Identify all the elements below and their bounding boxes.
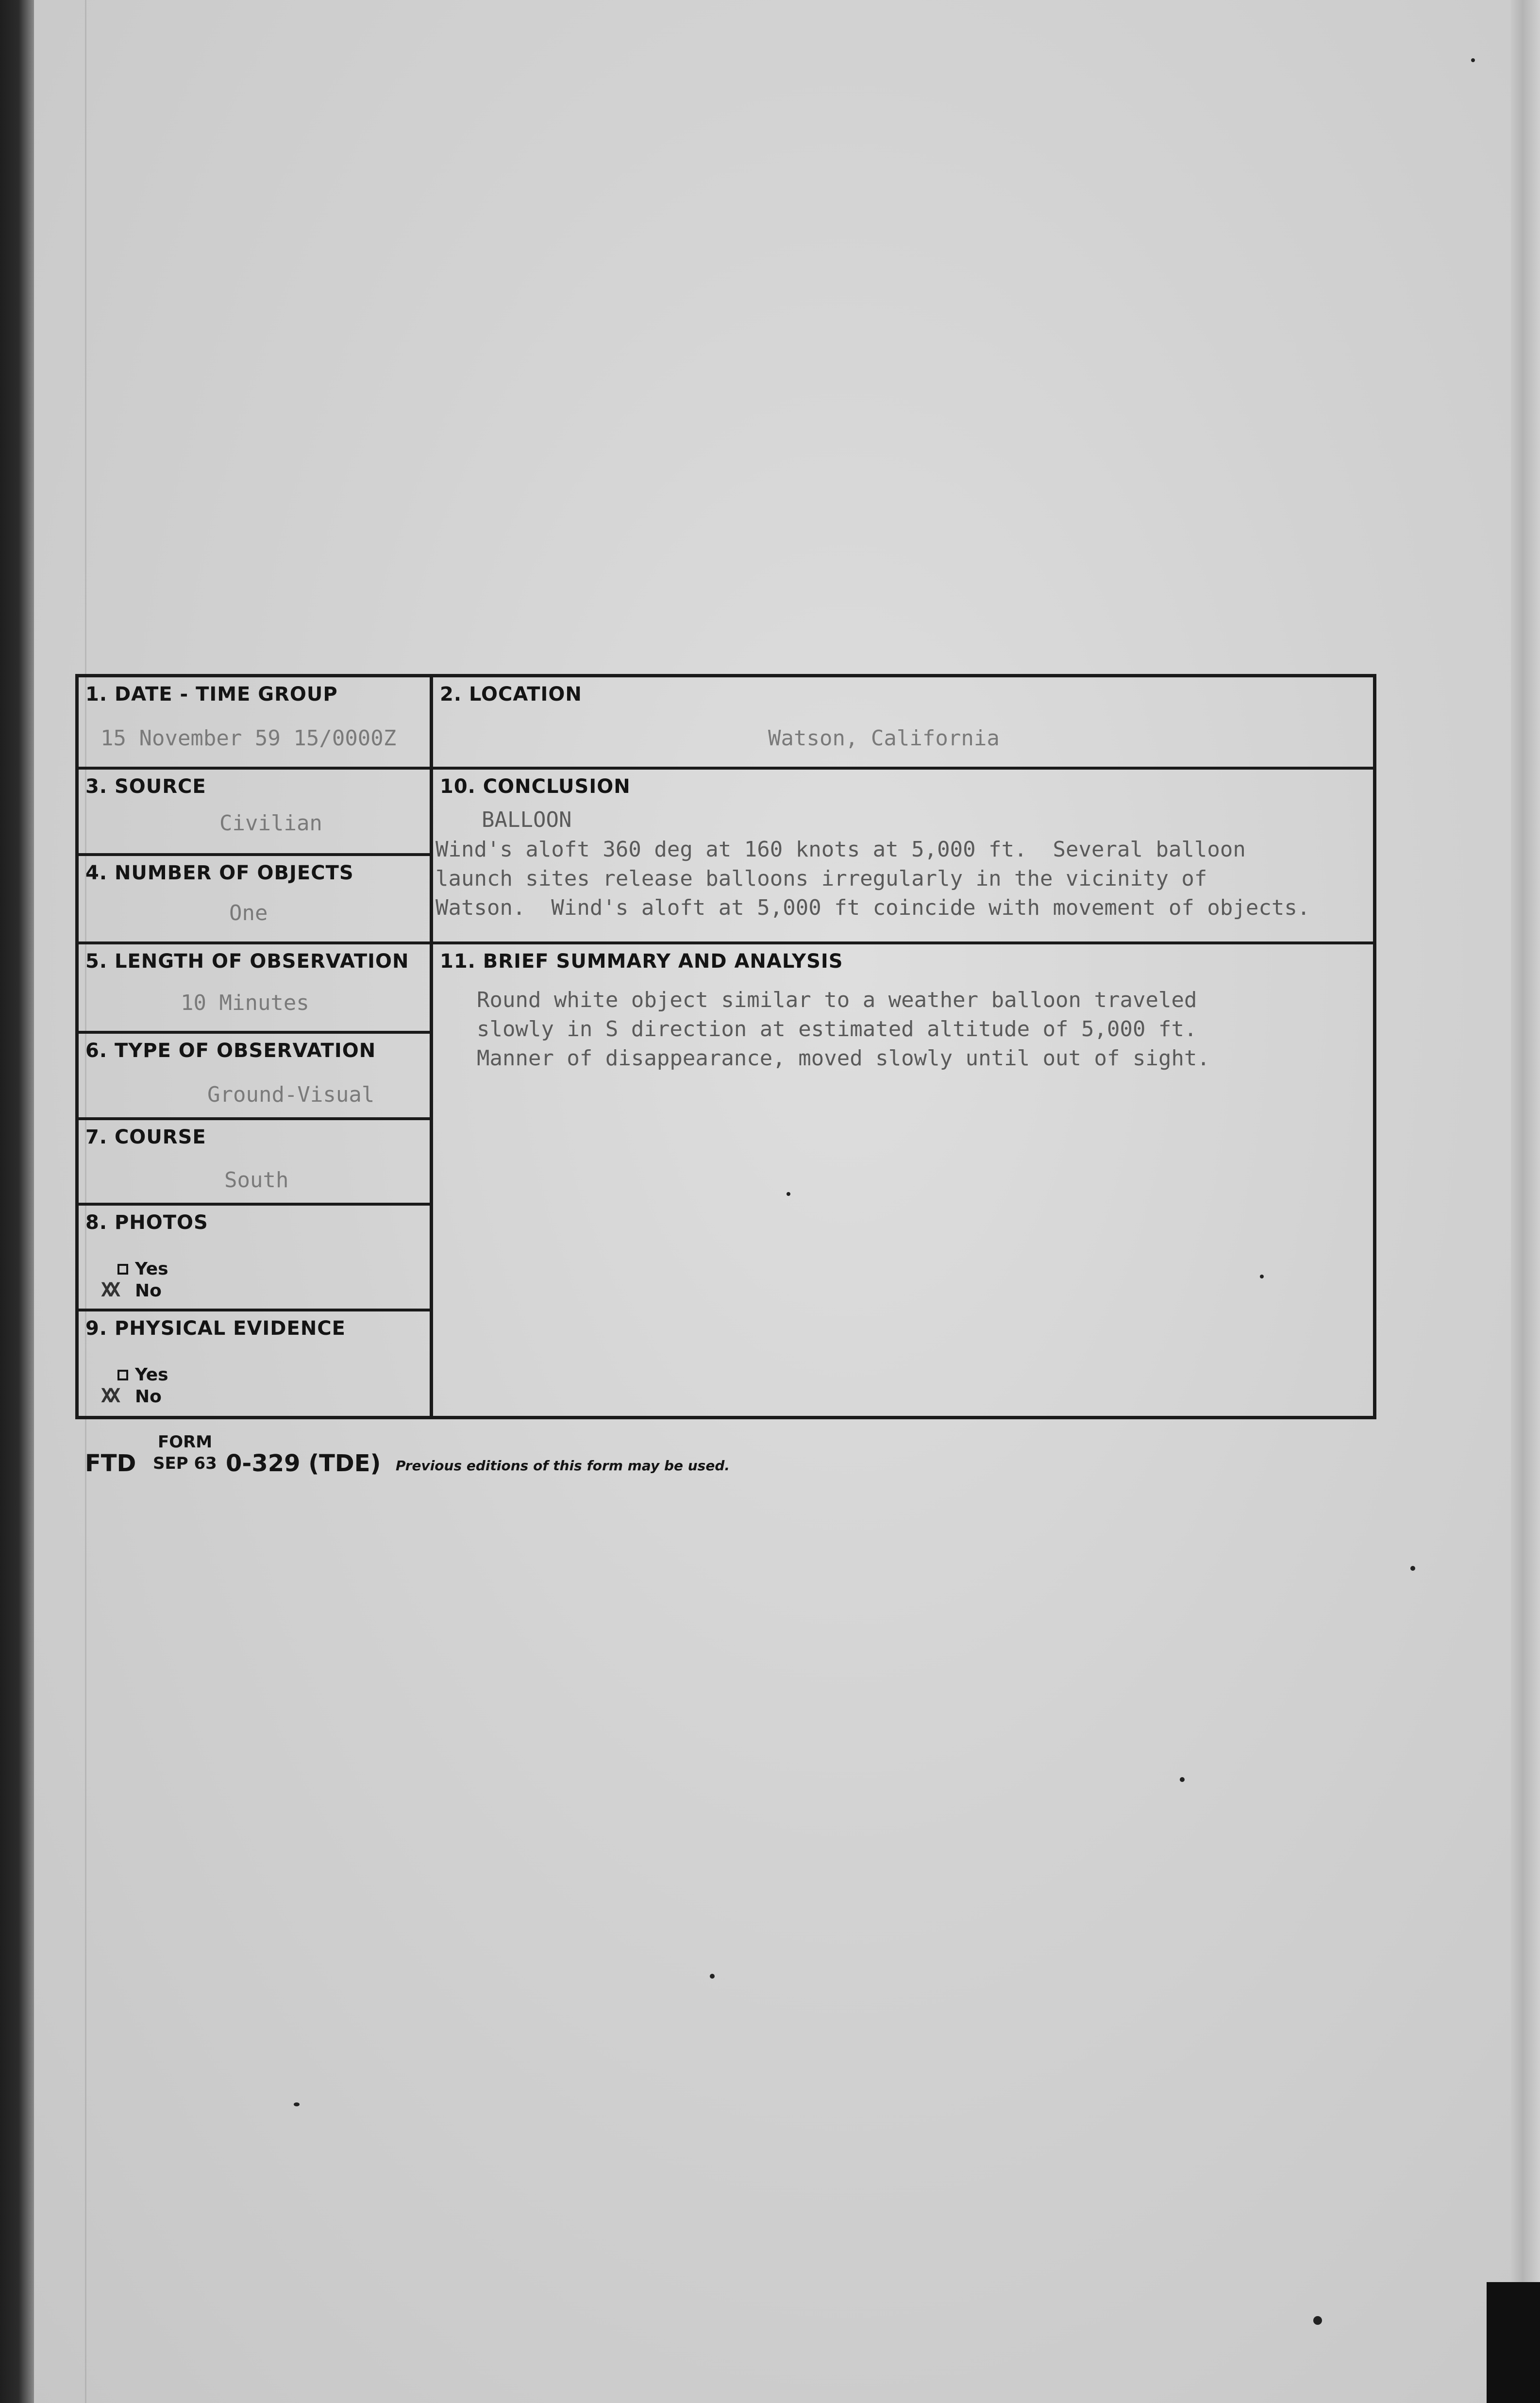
summary-line-2: slowly in S direction at estimated altitude of 5,000 ft. (477, 1017, 1197, 1042)
value-conclusion: BALLOON (482, 807, 572, 832)
photos-yes-option[interactable] (117, 1259, 168, 1279)
photos-no-checkbox-checked[interactable] (101, 1283, 128, 1299)
physical-evidence-no-option[interactable] (117, 1387, 162, 1407)
conclusion-line-1: Wind's aloft 360 deg at 160 knots at 5,000 ft. Several balloon (435, 837, 1246, 862)
label-conclusion: 10. CONCLUSION (440, 775, 631, 798)
scan-right-edge (1511, 0, 1540, 2403)
scan-speck (1471, 58, 1475, 62)
value-course: South (224, 1168, 289, 1193)
label-physical-evidence: 9. PHYSICAL EVIDENCE (85, 1317, 346, 1340)
physical-evidence-yes-label: Yes (135, 1365, 168, 1385)
scan-speck (1313, 2316, 1322, 2325)
field-length-of-observation (79, 944, 430, 1034)
physical-evidence-no-checkbox-checked[interactable] (101, 1389, 128, 1405)
label-date-time-group: 1. DATE - TIME GROUP (85, 683, 338, 706)
label-length-of-observation: 5. LENGTH OF OBSERVATION (85, 950, 409, 973)
field-physical-evidence (79, 1311, 430, 1423)
photos-no-label: No (135, 1281, 162, 1301)
conclusion-line-2: launch sites release balloons irregularly in the vicinity of (435, 866, 1207, 891)
field-photos (79, 1206, 430, 1311)
value-length-of-observation: 10 Minutes (181, 991, 309, 1015)
value-date-time-group: 15 November 59 15/0000Z (100, 726, 397, 751)
value-type-of-observation: Ground-Visual (207, 1082, 375, 1107)
footer-previous-editions: Previous editions of this form may be used. (396, 1458, 730, 1474)
physical-evidence-no-label: No (135, 1387, 162, 1407)
footer-date-code: SEP 63 (153, 1454, 217, 1473)
ufo-report-form (75, 674, 1376, 1419)
scan-speck (1410, 1566, 1415, 1571)
value-source: Civilian (219, 811, 322, 836)
scan-speck (294, 2102, 300, 2106)
field-course (79, 1120, 430, 1206)
field-conclusion (433, 770, 1373, 944)
physical-evidence-yes-checkbox[interactable] (117, 1370, 128, 1380)
summary-line-1: Round white object similar to a weather balloon traveled (477, 988, 1197, 1012)
conclusion-line-3: Watson. Wind's aloft at 5,000 ft coincide with movement of objects. (435, 895, 1310, 920)
label-source: 3. SOURCE (85, 775, 206, 798)
label-summary: 11. BRIEF SUMMARY AND ANALYSIS (440, 950, 843, 973)
value-number-of-objects: One (229, 901, 268, 925)
field-summary (433, 944, 1373, 1423)
scan-left-edge (0, 0, 34, 2403)
physical-evidence-yes-option[interactable] (117, 1365, 168, 1385)
field-number-of-objects (79, 856, 430, 944)
summary-line-3: Manner of disappearance, moved slowly until out of sight. (477, 1046, 1210, 1071)
label-location: 2. LOCATION (440, 683, 582, 706)
scan-speck (710, 1974, 715, 1979)
label-course: 7. COURSE (85, 1126, 206, 1148)
footer-form-number: 0-329 (TDE) (226, 1450, 381, 1477)
field-source (79, 770, 430, 856)
label-photos: 8. PHOTOS (85, 1211, 208, 1234)
photos-yes-checkbox[interactable] (117, 1264, 128, 1275)
form-right-column (430, 674, 1376, 1419)
form-left-column (75, 674, 430, 1419)
label-type-of-observation: 6. TYPE OF OBSERVATION (85, 1040, 376, 1062)
scan-speck (1180, 1777, 1185, 1782)
footer-form-word: FORM (158, 1432, 213, 1452)
label-number-of-objects: 4. NUMBER OF OBJECTS (85, 862, 354, 884)
photos-yes-label: Yes (135, 1259, 168, 1279)
scan-bottom-right-corner (1487, 2282, 1540, 2403)
footer-ftd: FTD (85, 1450, 136, 1477)
photos-no-option[interactable] (117, 1281, 162, 1301)
field-type-of-observation (79, 1034, 430, 1120)
field-location (433, 677, 1373, 770)
value-location: Watson, California (768, 726, 1000, 751)
field-date-time-group (79, 677, 430, 770)
